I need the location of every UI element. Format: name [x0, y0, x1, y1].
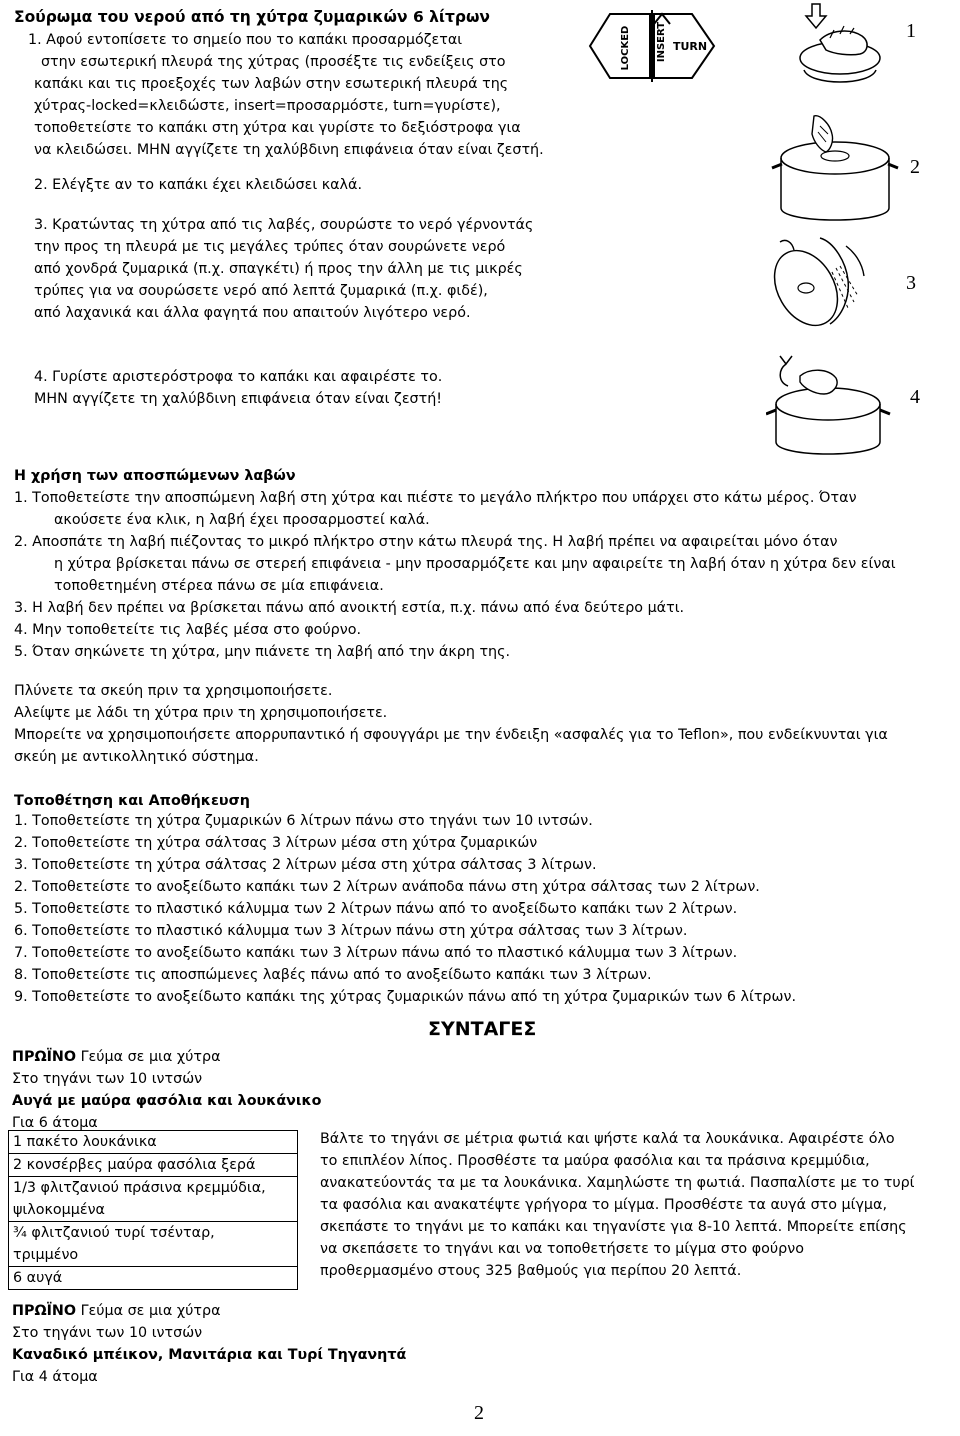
table-row [9, 1131, 298, 1154]
table-row [9, 1267, 298, 1290]
table-row [9, 1154, 298, 1177]
ingredient-cell [9, 1154, 298, 1177]
list-item: 4. Μην τοποθετείτε τις λαβές μέσα στο φούρνο. [14, 622, 362, 638]
ingredient-text: 2 κονσέρβες μαύρα φασόλια ξερά [13, 1157, 256, 1173]
pan-size: Στο τηγάνι των 10 ιντσών [12, 1325, 203, 1341]
list-item: ακούσετε ένα κλικ, η λαβή έχει προσαρμοστεί καλά. [54, 512, 430, 528]
list-item: η χύτρα βρίσκεται πάνω σε στερεή επιφάνεια - μην προσαρμόζετε και μην αφαιρείτε τη λαβή όταν η χύτρα δεν είναι [54, 556, 896, 572]
lid-label-illustration [588, 8, 718, 84]
figure-number-4: 4 [910, 386, 920, 408]
list-item: 1. Τοποθετείστε τη χύτρα ζυμαρικών 6 λίτρων πάνω στο τηγάνι των 10 ιντσών. [14, 813, 593, 829]
list-item: 2. Τοποθετείστε τη χύτρα σάλτσας 3 λίτρων μέσα στη χύτρα ζυμαρικών [14, 835, 538, 851]
insert-label: INSERT [656, 21, 667, 63]
list-item: 3. Η λαβή δεν πρέπει να βρίσκεται πάνω από ανοικτή εστία, π.χ. πάνω από ένα δεύτερο μάτι. [14, 600, 685, 616]
page-title: Σούρωμα του νερού από τη χύτρα ζυμαρικών 6 λίτρων [14, 8, 490, 26]
figure-number-2: 2 [910, 156, 920, 178]
step-line: να κλειδώσει. ΜΗΝ αγγίζετε τη χαλύβδινη επιφάνεια όταν είναι ζεστή. [34, 142, 544, 158]
pot-lid-removal-illustration [766, 354, 892, 458]
list-item: 5. Όταν σηκώνετε τη χύτρα, μην πιάνετε τη λαβή από την άκρη της. [14, 644, 511, 660]
servings: Για 6 άτομα [12, 1115, 98, 1131]
pan-size: Στο τηγάνι των 10 ιντσών [12, 1071, 203, 1087]
recipe-name: Καναδικό μπέικον, Μανιτάρια και Τυρί Τηγανητά [12, 1347, 407, 1363]
hand-turning-lid-illustration [790, 0, 890, 100]
step-line: από χονδρά ζυμαρικά (π.χ. σπαγκέτι) ή προς την άλλη με τις μικρές [34, 261, 523, 277]
care-line: σκεύη με αντικολλητικό σύστημα. [14, 749, 259, 765]
ingredient-cell [9, 1177, 298, 1222]
list-item: 2. Αποσπάτε τη λαβή πιέζοντας το μικρό πλήκτρο στην κάτω πλευρά της. Η λαβή πρέπει να αφαιρείται μόνο όταν [14, 534, 838, 550]
list-item: 1. Τοποθετείστε την αποσπώμενη λαβή στη χύτρα και πιέστε το μεγάλο πλήκτρο που υπάρχει στο κάτω μέρος. Όταν [14, 490, 857, 506]
method-line: Βάλτε το τηγάνι σε μέτρια φωτιά και ψήστε καλά τα λουκάνικα. Αφαιρέστε όλο [320, 1131, 895, 1147]
ingredient-text: ψιλοκομμένα [13, 1202, 105, 1218]
table-row [9, 1177, 298, 1222]
ingredient-text: 6 αυγά [13, 1270, 63, 1286]
figure-number-1: 1 [906, 20, 916, 42]
ingredient-text: 1 πακέτο λουκάνικα [13, 1134, 157, 1150]
meal-type: ΠΡΩΪΝΟ [12, 1303, 77, 1319]
meal-description: Γεύμα σε μια χύτρα [80, 1303, 221, 1319]
method-line: σκεπάστε το τηγάνι με το καπάκι και τηγανίστε για 8-10 λεπτά. Μπορείτε επίσης [320, 1219, 907, 1235]
pot-lid-check-illustration [770, 112, 900, 224]
method-line: προθερμασμένο στους 325 βαθμούς για περίπου 20 λεπτά. [320, 1263, 742, 1279]
step-line: στην εσωτερική πλευρά της χύτρας (προσέξτε τις ενδείξεις στο [41, 54, 506, 70]
pot-pouring-illustration [760, 232, 870, 342]
list-item: 7. Τοποθετείστε το ανοξείδωτο καπάκι των 3 λίτρων πάνω από το πλαστικό κάλυμμα των 3 λίτρων. [14, 945, 738, 961]
method-line: ανακατεύοντάς τα με τα λουκάνικα. Χαμηλώστε τη φωτιά. Πασπαλίστε με το τυρί [320, 1175, 915, 1191]
step-line: την προς τη πλευρά με τις μεγάλες τρύπες όταν σουρώνετε νερό [34, 239, 506, 255]
recipes-heading: ΣΥΝΤΑΓΕΣ [428, 1018, 537, 1040]
method-line: να σκεπάσετε το τηγάνι και να τοποθετήσετε το μίγμα στο φούρνο [320, 1241, 804, 1257]
step-line: 4. Γυρίστε αριστερόστροφα το καπάκι και αφαιρέστε το. [34, 369, 443, 385]
servings: Για 4 άτομα [12, 1369, 98, 1385]
list-item: 2. Τοποθετείστε το ανοξείδωτο καπάκι των 2 λίτρων ανάποδα πάνω στη χύτρα σάλτσας των 2 λίτρων. [14, 879, 760, 895]
list-item: 9. Τοποθετείστε το ανοξείδωτο καπάκι της χύτρας ζυμαρικών πάνω από τη χύτρα ζυμαρικών των 6 λίτρων. [14, 989, 797, 1005]
locked-label: LOCKED [620, 25, 631, 71]
list-item: 8. Τοποθετείστε τις αποσπώμενες λαβές πάνω από το ανοξείδωτο καπάκι των 3 λίτρων. [14, 967, 652, 983]
figure-number-3: 3 [906, 272, 916, 294]
method-line: τα φασόλια και ανακατέψτε γρήγορα το μίγμα. Προσθέστε τα αυγά στο μίγμα, [320, 1197, 887, 1213]
care-line: Μπορείτε να χρησιμοποιήσετε απορρυπαντικό ή σφουγγάρι με την ένδειξη «ασφαλές για το Teflon», που ενδείκνυνται για [14, 727, 888, 743]
method-line: το επιπλέον λίπος. Προσθέστε τα μαύρα φασόλια και τα πράσινα κρεμμύδια, [320, 1153, 870, 1169]
handles-heading: Η χρήση των αποσπώμενων λαβών [14, 468, 296, 484]
storage-heading: Τοποθέτηση και Αποθήκευση [14, 793, 250, 809]
step-line: καπάκι και τις προεξοχές των λαβών στην εσωτερική πλευρά της [34, 76, 509, 92]
ingredient-text: τριμμένο [13, 1247, 79, 1263]
list-item: 5. Τοποθετείστε το πλαστικό κάλυμμα των 2 λίτρων πάνω από το ανοξείδωτο καπάκι των 2 λίτρων. [14, 901, 738, 917]
turn-label: TURN [672, 40, 708, 53]
step-line: 3. Κρατώντας τη χύτρα από τις λαβές, σουρώστε το νερό γέρνοντάς [34, 217, 534, 233]
page-number: 2 [474, 1402, 484, 1424]
meal-type: ΠΡΩΪΝΟ [12, 1049, 77, 1065]
ingredient-cell [9, 1267, 298, 1290]
ingredient-cell [9, 1222, 298, 1267]
list-item: 3. Τοποθετείστε τη χύτρα σάλτσας 2 λίτρων μέσα στη χύτρα σάλτσας 3 λίτρων. [14, 857, 597, 873]
step-line: 1. Αφού εντοπίσετε το σημείο που το καπάκι προσαρμόζεται [28, 32, 463, 48]
ingredients-table [8, 1130, 298, 1290]
step-line: από λαχανικά και άλλα φαγητά που απαιτούν λιγότερο νερό. [34, 305, 471, 321]
list-item: τοποθετημένη στέρεα πάνω σε μία επιφάνεια. [54, 578, 384, 594]
meal-description: Γεύμα σε μια χύτρα [80, 1049, 221, 1065]
step-line: χύτρας-locked=κλειδώστε, insert=προσαρμόστε, turn=γυρίστε), [34, 98, 501, 114]
ingredient-text: 1/3 φλιτζανιού πράσινα κρεμμύδια, [13, 1180, 266, 1196]
care-line: Πλύνετε τα σκεύη πριν τα χρησιμοποιήσετε. [14, 683, 333, 699]
step-line: τρύπες για να σουρώσετε νερό από λεπτά ζυμαρικά (π.χ. φιδέ), [34, 283, 488, 299]
list-item: 6. Τοποθετείστε το πλαστικό κάλυμμα των 3 λίτρων πάνω στη χύτρα σάλτσας των 3 λίτρων. [14, 923, 688, 939]
recipe-name: Αυγά με μαύρα φασόλια και λουκάνικο [12, 1093, 322, 1109]
ingredient-text: ¾ φλιτζανιού τυρί τσένταρ, [13, 1225, 215, 1241]
step-line: τοποθετείστε το καπάκι στη χύτρα και γυρίστε το δεξιόστροφα για [34, 120, 521, 136]
table-row [9, 1222, 298, 1267]
strain-step-2: 2. Ελέγξτε αν το καπάκι έχει κλειδώσει καλά. [34, 177, 362, 193]
care-line: Αλείψτε με λάδι τη χύτρα πριν τη χρησιμοποιήσετε. [14, 705, 388, 721]
ingredient-cell [9, 1131, 298, 1154]
step-line: ΜΗΝ αγγίζετε τη χαλύβδινη επιφάνεια όταν είναι ζεστή! [34, 391, 443, 407]
